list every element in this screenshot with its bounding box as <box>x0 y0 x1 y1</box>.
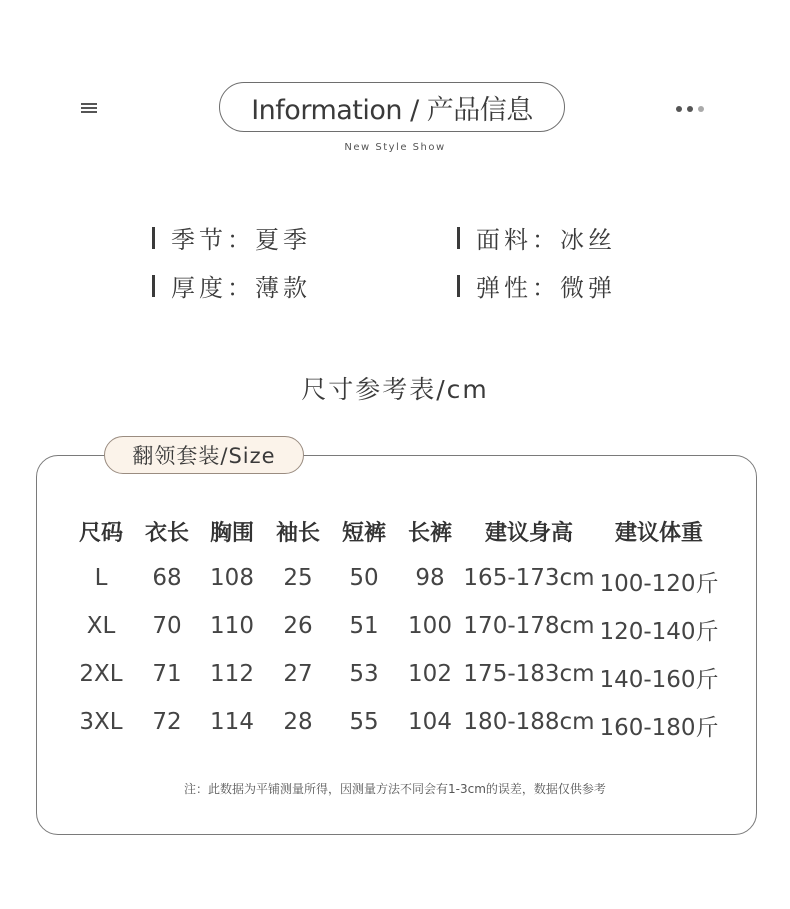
table-cell: 140-160斤 <box>599 667 719 693</box>
table-cell: XL <box>86 613 116 639</box>
table-cell: 50 <box>349 565 379 591</box>
table-cell: 53 <box>349 661 379 687</box>
attribute-marker <box>152 227 155 249</box>
table-cell: 120-140斤 <box>599 619 719 645</box>
column-header-shorts: 短裤 <box>341 521 387 546</box>
table-cell: 102 <box>408 661 452 687</box>
table-cell: 2XL <box>79 661 123 687</box>
attribute-marker <box>152 275 155 297</box>
table-cell: 160-180斤 <box>599 715 719 741</box>
menu-icon <box>81 103 97 117</box>
attribute-marker <box>457 227 460 249</box>
attribute-season <box>152 220 311 255</box>
column-header-trousers: 长裤 <box>407 521 453 546</box>
table-cell: 55 <box>349 709 379 735</box>
table-cell: 72 <box>152 709 182 735</box>
table-cell: 100-120斤 <box>599 571 719 597</box>
attribute-label: 弹性：微弹 <box>476 274 616 302</box>
size-chart-title: 尺寸参考表/cm <box>301 375 489 404</box>
table-cell: 71 <box>152 661 182 687</box>
table-cell: 165-173cm <box>463 565 595 591</box>
table-cell: 180-188cm <box>463 709 595 735</box>
table-cell: 27 <box>283 661 313 687</box>
attribute-fabric <box>457 220 616 255</box>
table-cell: 70 <box>152 613 182 639</box>
table-cell: 68 <box>152 565 182 591</box>
table-cell: 108 <box>210 565 254 591</box>
size-tag-label: 翻领套装/Size <box>132 444 276 468</box>
attribute-label: 面料：冰丝 <box>476 226 616 254</box>
page-title-text: Information / 产品信息 <box>251 94 533 126</box>
size-tag <box>104 436 304 474</box>
table-cell: 104 <box>408 709 452 735</box>
page-subtitle: New Style Show <box>344 142 446 153</box>
table-cell: 100 <box>408 613 452 639</box>
page-title <box>219 82 565 132</box>
more-dots-icon <box>676 106 704 112</box>
attribute-label: 厚度：薄款 <box>171 274 311 302</box>
column-header-length: 衣长 <box>144 521 190 546</box>
table-cell: 26 <box>283 613 313 639</box>
table-cell: 112 <box>210 661 254 687</box>
table-cell: 51 <box>349 613 379 639</box>
measurement-note: 注：此数据为平铺测量所得，因测量方法不同会有1-3cm的误差，数据仅供参考 <box>184 782 606 796</box>
table-cell: 175-183cm <box>463 661 595 687</box>
table-cell: 110 <box>210 613 254 639</box>
column-header-size: 尺码 <box>78 521 124 546</box>
table-cell: 98 <box>415 565 445 591</box>
column-header-chest: 胸围 <box>209 521 255 546</box>
table-cell: 28 <box>283 709 313 735</box>
attribute-label: 季节：夏季 <box>171 226 311 254</box>
table-cell: 25 <box>283 565 313 591</box>
column-header-sleeve: 袖长 <box>275 521 321 546</box>
table-cell: 3XL <box>79 709 123 735</box>
column-header-height: 建议身高 <box>484 521 574 546</box>
table-cell: L <box>94 565 108 591</box>
table-cell: 114 <box>210 709 254 735</box>
attribute-marker <box>457 275 460 297</box>
column-header-weight: 建议体重 <box>614 521 704 546</box>
table-cell: 170-178cm <box>463 613 595 639</box>
attribute-elasticity <box>457 268 616 303</box>
attribute-thickness <box>152 268 311 303</box>
